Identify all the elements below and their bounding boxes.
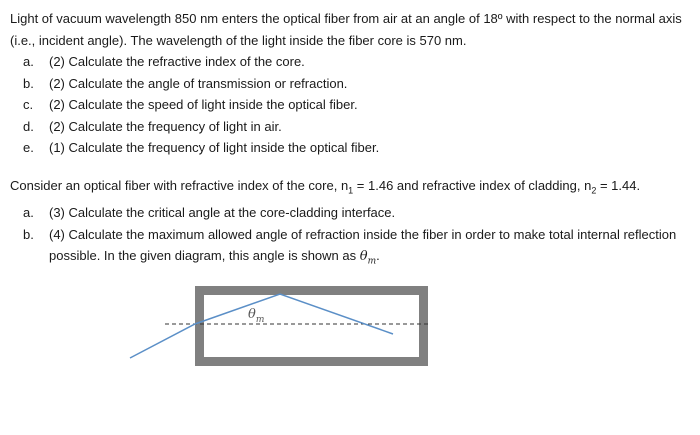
problem-1-intro: Light of vacuum wavelength 850 nm enters the optical fiber from air at an angle of 18º with respect to the normal axis (i.e., incident angle). The wavelength of the light inside the fiber core is 570 nm.	[10, 11, 682, 48]
question-text: (2) Calculate the angle of transmission or refraction.	[49, 75, 348, 91]
light-ray	[130, 294, 393, 358]
problem-2-intro	[10, 175, 686, 202]
angle-subscript: m	[255, 315, 265, 325]
n1-subscript: 1	[348, 185, 354, 196]
intro-text: = 1.44.	[596, 178, 641, 193]
problem-1-questions	[10, 51, 686, 159]
question-letter: c.	[23, 97, 34, 112]
angle-symbol: θ	[248, 307, 256, 322]
question-item	[10, 202, 686, 224]
intro-text: = 1.46 and refractive index of cladding, n	[353, 178, 592, 193]
question-text: (3) Calculate the critical angle at the core-cladding interface.	[49, 205, 396, 221]
question-letter: a.	[23, 205, 34, 221]
question-item	[10, 224, 686, 274]
question-text: (2) Calculate the speed of light inside the optical fiber.	[49, 97, 358, 112]
question-item	[10, 73, 686, 95]
question-item	[10, 116, 686, 138]
question-letter: b.	[23, 75, 34, 91]
question-text: (2) Calculate the refractive index of the core.	[49, 54, 305, 69]
question-text-main: (4) Calculate the maximum allowed angle of refraction inside the fiber in order to make total internal reflection possible. In the given diagram, this angle is shown as	[49, 226, 677, 264]
question-text: (1) Calculate the frequency of light inside the optical fiber.	[49, 140, 380, 155]
question-letter: d.	[23, 118, 34, 134]
n2-subscript: 2	[591, 185, 597, 196]
question-letter: a.	[23, 54, 34, 69]
question-text	[49, 224, 686, 274]
angle-label	[248, 307, 264, 325]
question-text-end: .	[376, 248, 380, 264]
problem-2	[10, 175, 686, 273]
theta-symbol: θ	[359, 249, 368, 265]
problem-2-questions	[10, 202, 686, 273]
question-letter: b.	[23, 226, 34, 242]
question-item	[10, 137, 686, 159]
intro-text: Consider an optical fiber with refractive index of the core, n	[10, 178, 349, 193]
question-item	[10, 51, 686, 73]
fiber-cladding	[200, 291, 424, 362]
question-item	[10, 94, 686, 116]
question-text: (2) Calculate the frequency of light in air.	[49, 118, 282, 134]
theta-subscript: m	[367, 256, 377, 267]
optical-fiber-diagram	[125, 282, 445, 370]
problem-1	[10, 8, 686, 159]
question-letter: e.	[23, 140, 34, 155]
